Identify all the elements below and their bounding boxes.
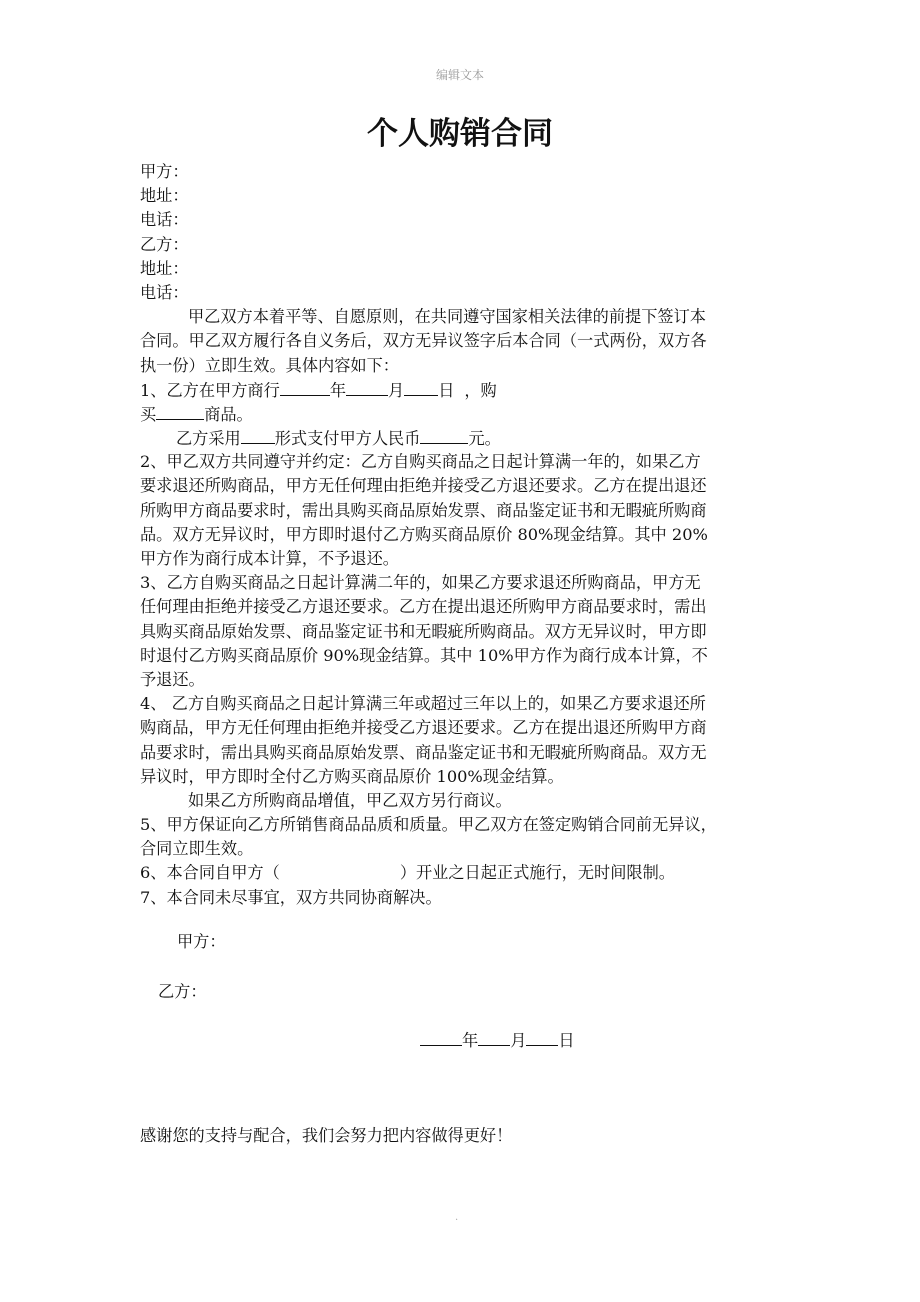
sign-month-label: 月 [510,1031,527,1050]
party-b-phone-label: 电话： [140,282,189,302]
clause-1-text-b: ，购 [464,380,497,400]
clause-7-line: 7、本合同未尽事宜，双方共同协商解决。 [140,887,442,907]
intro-line: 甲乙双方本着平等、自愿原则，在共同遵守国家相关法律的前提下签订本 [188,307,706,327]
clause-3-line: 予退还。 [140,669,205,689]
footer-mark: . [455,1212,459,1223]
clause-2-line: 所购甲方商品要求时，需出具购买商品原始发票、商品鉴定证书和无暇疵所购商 [140,500,707,520]
blank-payment-form [241,426,275,444]
signature-party-b: 乙方： [158,982,207,1001]
party-a-phone-label: 电话： [140,210,189,230]
blank-day [404,378,438,396]
clause-6-text-b: ）开业之日起正式施行，无时间限制。 [399,863,675,883]
clause-1-payment-line [140,426,788,450]
party-a-address-label: 地址： [140,186,189,206]
payment-text-b: 形式支付甲方人民币 [274,429,421,449]
contract-body [140,160,788,910]
blank-goods [156,402,204,420]
signature-party-a: 甲方： [177,932,226,951]
payment-text-a: 乙方采用 [176,429,241,449]
clause-1-date-line [140,378,788,402]
clause-3-line: 任何理由拒绝并接受乙方退还要求。乙方在提出退还所购甲方商品要求时，需出 [140,597,707,617]
clause-3-line: 具购买商品原始发票、商品鉴定证书和无暇疵所购商品。双方无异议时，甲方即 [140,621,707,641]
party-b-address-label: 地址： [140,258,189,278]
clause-3-line: 时退付乙方购买商品原价 90%现金结算。其中 10%甲方作为商行成本计算，不 [140,645,708,665]
clause-2-line: 要求退还所购商品，甲方无任何理由拒绝并接受乙方退还要求。乙方在提出退还 [140,476,707,496]
clause-6-line [140,861,788,885]
header-note: 编辑文本 [435,68,484,82]
clause-4-line: 异议时，甲方即时全付乙方购买商品原价 100%现金结算。 [140,766,564,786]
intro-line: 执一份）立即生效。具体内容如下： [140,355,399,375]
clause-1-text: 1、乙方在甲方商行 [140,380,280,400]
month-label: 月 [388,380,405,400]
signature-date [420,1028,575,1053]
clause-2-line: 2、甲乙双方共同遵守并约定：乙方自购买商品之日起计算满一年的，如果乙方 [140,452,701,472]
clause-6-text-a: 6、本合同自甲方（ [140,863,280,883]
thanks-message: 感谢您的支持与配合，我们会努力把内容做得更好！ [140,1126,513,1145]
clause-4-note: 如果乙方所购商品增值，甲乙双方另行商议。 [188,790,512,810]
buy-label: 买 [140,404,157,424]
sign-blank-month [478,1028,510,1046]
party-b-label: 乙方： [140,234,189,254]
sign-blank-day [526,1028,558,1046]
clause-5-line: 合同立即生效。 [140,839,254,859]
day-label: 日 [438,380,455,400]
intro-line: 合同。甲乙双方履行各自义务后，双方无异议签字后本合同（一式两份，双方各 [140,331,707,351]
clause-4-line: 购商品，甲方无任何理由拒绝并接受乙方退还要求。乙方在提出退还所购甲方商 [140,718,707,738]
blank-amount [420,426,468,444]
clause-2-line: 品。双方无异议时，甲方即时退付乙方购买商品原价 80%现金结算。其中 20% [140,524,708,544]
sign-day-label: 日 [558,1031,575,1050]
clause-4-line: 4、 乙方自购买商品之日起计算满三年或超过三年以上的，如果乙方要求退还所 [140,694,706,714]
blank-year [280,378,330,396]
clause-1-goods-line [140,402,788,426]
year-label: 年 [329,380,346,400]
payment-text-c: 元。 [468,429,501,449]
goods-label: 商品。 [204,404,253,424]
clause-5-line: 5、甲方保证向乙方所销售商品品质和质量。甲乙双方在签定购销合同前无异议， [140,815,717,835]
clause-4-line: 品要求时，需出具购买商品原始发票、商品鉴定证书和无暇疵所购商品。双方无 [140,742,707,762]
clause-2-line: 甲方作为商行成本计算，不予退还。 [140,549,399,568]
clause-3-line: 3、乙方自购买商品之日起计算满二年的，如果乙方要求退还所购商品，甲方无 [140,573,701,593]
blank-month [346,378,388,396]
document-title: 个人购销合同 [367,116,553,152]
sign-year-label: 年 [462,1031,479,1050]
party-a-label: 甲方： [140,162,189,181]
sign-blank-year [420,1028,462,1046]
